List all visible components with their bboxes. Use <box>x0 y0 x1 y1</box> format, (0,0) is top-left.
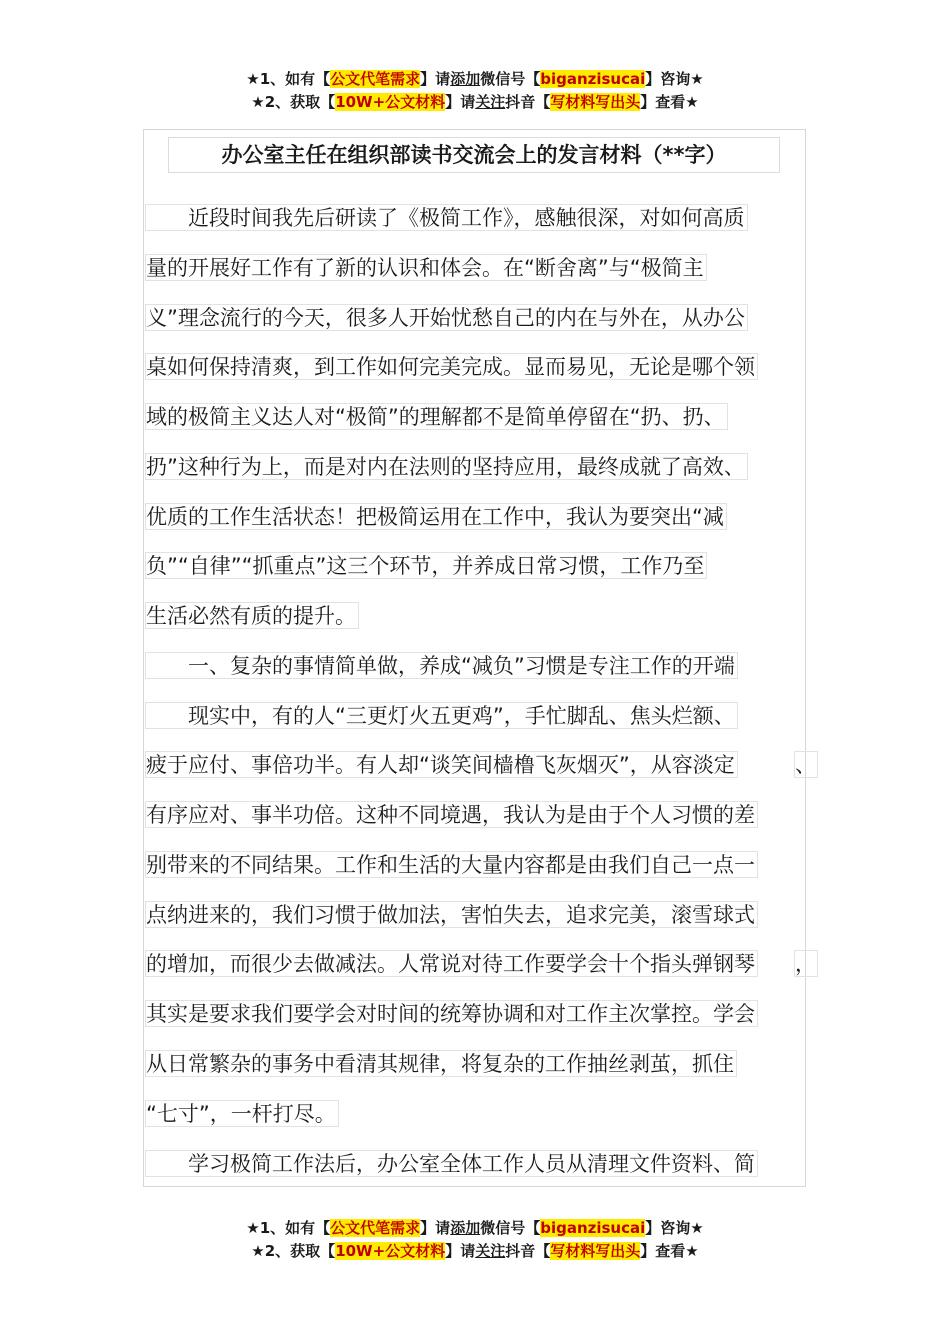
body-line: 优质的工作生活状态！把极简运用在工作中，我认为要突出“减 <box>145 503 727 530</box>
banner-highlight: 公文代笔需求 <box>330 70 421 88</box>
banner-text: ★2、获取【 <box>251 1242 336 1260</box>
body-line: 桌如何保持清爽，到工作如何完美完成。显而易见，无论是哪个领 <box>145 353 758 380</box>
body-line: 有序应对、事半功倍。这种不同境遇，我认为是由于个人习惯的差 <box>145 801 758 828</box>
banner-line-2 <box>0 1240 950 1263</box>
banner-highlight: 公文代笔需求 <box>330 1219 421 1237</box>
banner-highlight: 10W+公文材料 <box>335 1242 446 1260</box>
banner-text: ★2、获取【 <box>251 93 336 111</box>
body-line: 扔”这种行为上，而是对内在法则的坚持应用，最终成就了高效、 <box>145 453 748 480</box>
banner-wechat-id: biganzisucai <box>540 70 646 88</box>
banner-douyin-id: 写材料写出头 <box>550 1242 641 1260</box>
banner-text: ★1、如有【 <box>246 1219 331 1237</box>
body-line: 生活必然有质的提升。 <box>145 602 359 629</box>
bottom-banner <box>0 1217 950 1263</box>
banner-text: ★1、如有【 <box>246 70 331 88</box>
banner-underline: 添加 <box>450 1219 481 1237</box>
banner-text: 微信号【 <box>480 70 541 88</box>
banner-line-1 <box>0 1217 950 1240</box>
body-line: 域的极简主义达人对“极简”的理解都不是简单停留在“扔、扔、 <box>145 403 728 430</box>
banner-highlight: 10W+公文材料 <box>335 93 446 111</box>
banner-underline: 添加 <box>450 70 481 88</box>
body-line: “七寸”，一杆打尽。 <box>145 1100 339 1127</box>
section-heading: 一、复杂的事情简单做，养成“减负”习惯是专注工作的开端 <box>145 652 738 679</box>
body-line: 学习极简工作法后，办公室全体工作人员从清理文件资料、简 <box>145 1150 758 1177</box>
banner-text: 】请 <box>445 93 476 111</box>
body-line: 量的开展好工作有了新的认识和体会。在“断舍离”与“极简主 <box>145 254 707 281</box>
overflow-punctuation: 、 <box>795 753 816 777</box>
body-line: 其实是要求我们要学会对时间的统筹协调和对工作主次掌控。学会 <box>145 1000 758 1027</box>
banner-text: 】咨询★ <box>645 70 704 88</box>
banner-underline: 关注 <box>475 93 506 111</box>
body-line: 疲于应付、事倍功半。有人却“谈笑间樯橹飞灰烟灭”，从容淡定 <box>145 751 738 778</box>
banner-text: 】请 <box>420 1219 451 1237</box>
banner-wechat-id: biganzisucai <box>540 1219 646 1237</box>
banner-underline: 关注 <box>475 1242 506 1260</box>
banner-text: 】查看★ <box>640 1242 699 1260</box>
body-line: 负”“自律”“抓重点”这三个环节，并养成日常习惯，工作乃至 <box>145 552 707 579</box>
body-line: 从日常繁杂的事务中看清其规律，将复杂的工作抽丝剥茧，抓住 <box>145 1050 737 1077</box>
banner-text: 】请 <box>420 70 451 88</box>
body-line: 近段时间我先后研读了《极简工作》，感触很深，对如何高质 <box>145 204 748 231</box>
banner-line-2 <box>0 91 950 114</box>
banner-douyin-id: 写材料写出头 <box>550 93 641 111</box>
banner-line-1 <box>0 68 950 91</box>
body-line: 义”理念流行的今天，很多人开始忧愁自己的内在与外在，从办公 <box>145 304 748 331</box>
top-banner <box>0 68 950 114</box>
banner-text: 抖音【 <box>505 1242 551 1260</box>
body-line: 的增加，而很少去做减法。人常说对待工作要学会十个指头弹钢琴 <box>145 950 758 977</box>
banner-text: 微信号【 <box>480 1219 541 1237</box>
body-line: 现实中，有的人“三更灯火五更鸡”，手忙脚乱、焦头烂额、 <box>145 702 738 729</box>
document-title: 办公室主任在组织部读书交流会上的发言材料（**字） <box>168 137 780 173</box>
banner-text: 】查看★ <box>640 93 699 111</box>
overflow-punctuation: ， <box>795 952 816 976</box>
banner-text: 抖音【 <box>505 93 551 111</box>
body-line: 别带来的不同结果。工作和生活的大量内容都是由我们自己一点一 <box>145 851 758 878</box>
banner-text: 】请 <box>445 1242 476 1260</box>
body-line: 点纳进来的，我们习惯于做加法，害怕失去，追求完美，滚雪球式 <box>145 901 758 928</box>
banner-text: 】咨询★ <box>645 1219 704 1237</box>
